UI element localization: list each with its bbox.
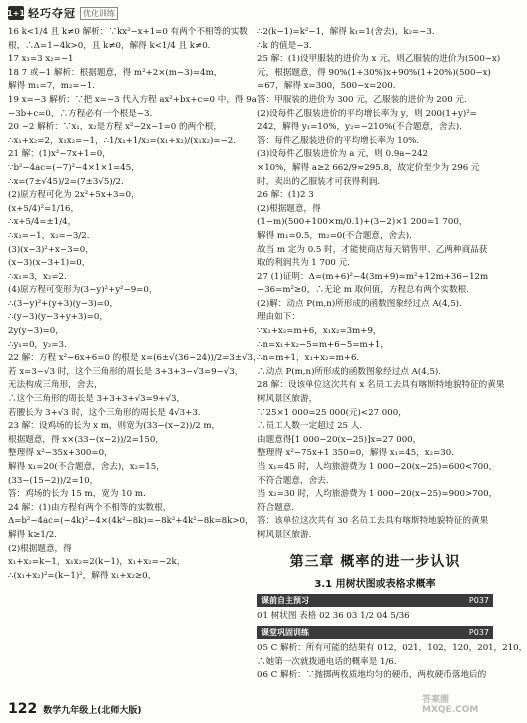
- answer-line: 理由如下：: [257, 312, 300, 323]
- answer-line: ∵b²−4ac=(−7)²−4×1×1=45，: [8, 162, 140, 173]
- answer-line: 若腰长为 3+√3 时，这个三角形的周长是 4√3+3.: [8, 407, 201, 418]
- page-header: [8, 4, 118, 22]
- answer-line: 16 k<1/4 且 k≠0 解析：∵kx²−x+1=0 有两个不相等的实数: [8, 27, 248, 37]
- brand-name: 轻巧夺冠: [28, 7, 76, 20]
- answer-line: 242，解得 y₁=10%，y₂=−210%(不合题意，舍去).: [257, 122, 462, 133]
- answer-line: ∴(y−3)(y−3+y+3)=0，: [8, 312, 108, 323]
- section-title: 3.1 用树状图或表格求概率: [314, 578, 436, 590]
- bar-page-code: P037: [468, 595, 489, 605]
- answer-line: (2)根据题意，得: [8, 543, 72, 554]
- answer-line: 故当 m 定为 0.5 时，才能使商店每天销售甲、乙两种商品获: [257, 244, 488, 255]
- answer-line: 21 解：(1)x²−7x+1=0，: [8, 149, 111, 160]
- answer-line: 2y(y−3)=0，: [8, 326, 64, 337]
- answer-line: (2)解：动点 P(m,n)所形成的函数图象经过点 A(4,5).: [257, 298, 462, 309]
- answer-line: −3b+c=0，∴方程必有一个根是−3.: [8, 108, 153, 119]
- answer-line: ×10%，解得 a≥2 662/9≈295.8，故定价至少为 296 元: [257, 162, 480, 173]
- answer-line: 当 x₁=45 时，人均旅游费为 1 000−20(x−25)=600<700，: [257, 462, 498, 472]
- answer-line: 答：该单位这次共有 30 名员工去具有喀斯特地貌特征的黄果: [257, 516, 489, 527]
- answer-line: 根据题意，得 x×(33−(x−2))/2=150，: [8, 434, 164, 445]
- answer-line: ∴2(k−1)=k²−1，解得 k₁=1(舍去)，k₂=−3.: [257, 27, 435, 37]
- answer-line: 解得 m₁=7，m₂=−1.: [8, 81, 95, 92]
- answer-line: 27 (1)证明：Δ=(m+6)²−4(3m+9)=m²+12m+36−12m: [257, 271, 489, 282]
- brand-logo-icon: 1+1: [8, 6, 24, 20]
- answer-line: ∴(x₁+x₂)²=(k−1)²，解得 x₁+x₂≥0，: [8, 570, 157, 581]
- answer-line: 19 x=−3 解析：∵把 x=−3 代入方程 ax²+bx+c=0 中，得 9a: [8, 94, 257, 105]
- answer-line: ∴y₁=0，y₂=3.: [8, 339, 67, 350]
- answer-line: 答：甲服装的进价为 300 元，乙服装的进价为 200 元.: [257, 94, 467, 105]
- answer-line: ∵x₁+x₂=m+6，x₁x₂=3m+9，: [257, 326, 382, 337]
- answer-line: ∴她第一次就拨通电话的概率是 1/6.: [257, 656, 397, 667]
- answer-line: (2)原方程可化为 2x²+5x+3=0，: [8, 190, 140, 201]
- answer-line: (4)原方程可变形为(3−y)²+y²−9=0，: [8, 285, 158, 296]
- answer-line: 整理得 x²−35x+300=0，: [8, 448, 113, 459]
- answer-line: x₁+x₂=k−1，x₁x₂=2(k−1)，x₁+x₂=−2k，: [8, 557, 186, 568]
- answer-line: 答：鸡场的长为 15 m，宽为 10 m.: [8, 489, 146, 500]
- answer-line: (1−m)(500+100×m/0.1)+(3−2)×1 200=1 700，: [257, 217, 468, 228]
- preview-answers: [257, 610, 493, 624]
- answer-line: 解得 x₁=20(不合题意，舍去)，x₂=15，: [8, 462, 165, 472]
- answer-line: ∴动点 P(m,n)所形成的函数图象经过点 A(4,5).: [257, 366, 441, 377]
- answer-line: ∴n=m+1，x₁+x₂=m+6.: [257, 353, 360, 364]
- answer-line: ∴x=(7±√45)/2=(7±3√5)/2.: [8, 176, 124, 187]
- brand-tag: 优化训练: [80, 7, 118, 20]
- answer-line: (x−3)(x−3+1)=0，: [8, 258, 91, 269]
- bar-page-code: P037: [468, 628, 489, 638]
- answer-line: 元，根据题意，得 90%(1+30%)x+90%(1+20%)(500−x): [257, 67, 491, 78]
- answer-line: ∴k 的值是−3.: [257, 40, 312, 51]
- answer-line: 23 解：设鸡场的长为 x m，则宽为(33−(x−2))/2 m，: [8, 421, 221, 432]
- answer-line: 符合题意.: [257, 502, 295, 513]
- page-number: 122: [8, 701, 38, 717]
- answer-line: 不符合题意，舍去.: [257, 475, 329, 486]
- answer-line: Δ=b²−4ac=(−4k)²−4×(4k²−8k)=−8k²+4k²−8k=8k>0，: [8, 516, 254, 527]
- answer-line: 25 解：(1)设甲服装的进价为 x 元，则乙服装的进价为(500−x): [257, 54, 501, 65]
- answer-line: ∵25×1 000=25 000(元)<27 000，: [257, 407, 407, 418]
- answer-line: 24 解：(1)由方程有两个不相等的实数根，: [8, 502, 172, 513]
- answer-line: ∴这个三角形的周长是 3+3+3+√3=9+√3，: [8, 394, 186, 405]
- answer-line: −36=m²≥0，∴无论 m 取何值，方程总有两个实数根.: [257, 285, 470, 296]
- answer-line: ∴员工人数一定超过 25 人.: [257, 421, 363, 432]
- answer-line: 01 树状图 表格 02 36 03 1/2 04 5/36: [257, 610, 410, 621]
- answer-line: 当 x₂=30 时，人均旅游费为 1 000−20(x−25)=900>700，: [257, 489, 498, 500]
- right-answers: [257, 26, 505, 543]
- right-column: [257, 26, 527, 683]
- answer-line: 时，卖出的乙服装才可获得利润.: [257, 176, 381, 187]
- answer-line: ∴x+5/4=±1/4，: [8, 217, 77, 228]
- answer-line: 由题意得[1 000−20(x−25)]x=27 000，: [257, 434, 422, 445]
- answer-line: 取的利润共为 1 700 元.: [257, 258, 350, 269]
- book-title: 数学九年级上(北师大版): [43, 705, 142, 716]
- bar-label: 课堂巩固训练: [261, 628, 309, 638]
- answer-line: 整理得 x²−75x+1 350=0，解得 x₁=45，x₂=30.: [257, 448, 454, 459]
- answer-line: ∴(3−y)²+(y+3)(y−3)=0，: [8, 298, 119, 309]
- answer-line: ∴n=x₁+x₂−5=m+6−5=m+1，: [257, 339, 389, 350]
- watermark: 答案圈 MXQE.COM: [422, 695, 479, 715]
- answer-line: 无法构成三角形，舍去，: [8, 380, 103, 391]
- answer-line: 28 解：设该单位这次共有 x 名员工去具有喀斯特地貌特征的黄果: [257, 380, 505, 391]
- answer-line: ∴x₁=3，x₂=2.: [8, 271, 67, 282]
- practice-answers: [257, 642, 527, 683]
- answer-line: (3)设每件乙服装进价为 a 元，则 0.9a−242: [257, 149, 429, 160]
- chapter-title: 第三章 概率的进一步认识: [289, 553, 461, 570]
- answer-line: ∴x₁=−1，x₂=−3/2.: [8, 230, 90, 241]
- answer-line: (33−(15−2))/2=10，: [8, 475, 99, 486]
- page-footer: [8, 701, 141, 717]
- answer-line: 18 7 或−1 解析：根据题意，得 m²+2×(m−3)=4m，: [8, 67, 223, 78]
- answer-line: 22 解：方程 x²−6x+6=0 的根是 x=(6±√(36−24))/2=3±√3，: [8, 353, 262, 364]
- answer-line: 17 x₁=3 x₂=−1: [8, 54, 74, 65]
- answer-line: 05 C 解析：所有可能的结果有 012，021，102，120，201，210，: [257, 643, 527, 654]
- answer-line: 06 C 解析：∵抛掷两枚质地均匀的硬币，两枚硬币落地后的: [257, 670, 487, 681]
- answer-line: (2)设每件乙服装进价的平均增长率为 y，则 200(1+y)²=: [257, 108, 477, 119]
- answer-line: (2)根据题意，得: [257, 203, 321, 214]
- bar-label: 课前自主预习: [261, 595, 309, 605]
- answer-line: 若 x=3−√3 时，这个三角形的周长是 3+3+3−√3=9−√3，: [8, 366, 244, 377]
- answer-line: 解得 k≥1/2.: [8, 529, 57, 540]
- answer-line: (x+5/4)²=1/16，: [8, 203, 80, 214]
- answer-line: 根，∴Δ=1−4k>0，且 k≠0，解得 k<1/4 且 k≠0.: [8, 40, 211, 51]
- left-column: [8, 26, 262, 583]
- answer-line: ∴x₁+x₂=2，x₁x₂=−1，∴1/x₁+1/x₂=(x₁+x₂)/(x₁x₂)=−2.: [8, 135, 237, 146]
- answer-line: 树风景区旅游.: [257, 529, 312, 540]
- answer-line: 答：每件乙服装进价的平均增长率为 10%.: [257, 135, 420, 146]
- answer-line: 解得 m₁=0.5，m₂=0(不合题意，舍去).: [257, 230, 412, 241]
- section-bar-practice: [257, 626, 493, 639]
- answer-line: 26 解：(1)2 3: [257, 190, 314, 201]
- answer-line: 树风景区旅游，: [257, 394, 318, 405]
- answer-line: =67，解得 x=300，500−x=200.: [257, 81, 396, 92]
- answer-line: (3)(x−3)²+x−3=0，: [8, 244, 94, 255]
- answer-line: 20 −2 解析：∵x₁，x₂是方程 x²−2x−1=0 的两个根，: [8, 122, 222, 133]
- section-bar-preview: [257, 594, 493, 607]
